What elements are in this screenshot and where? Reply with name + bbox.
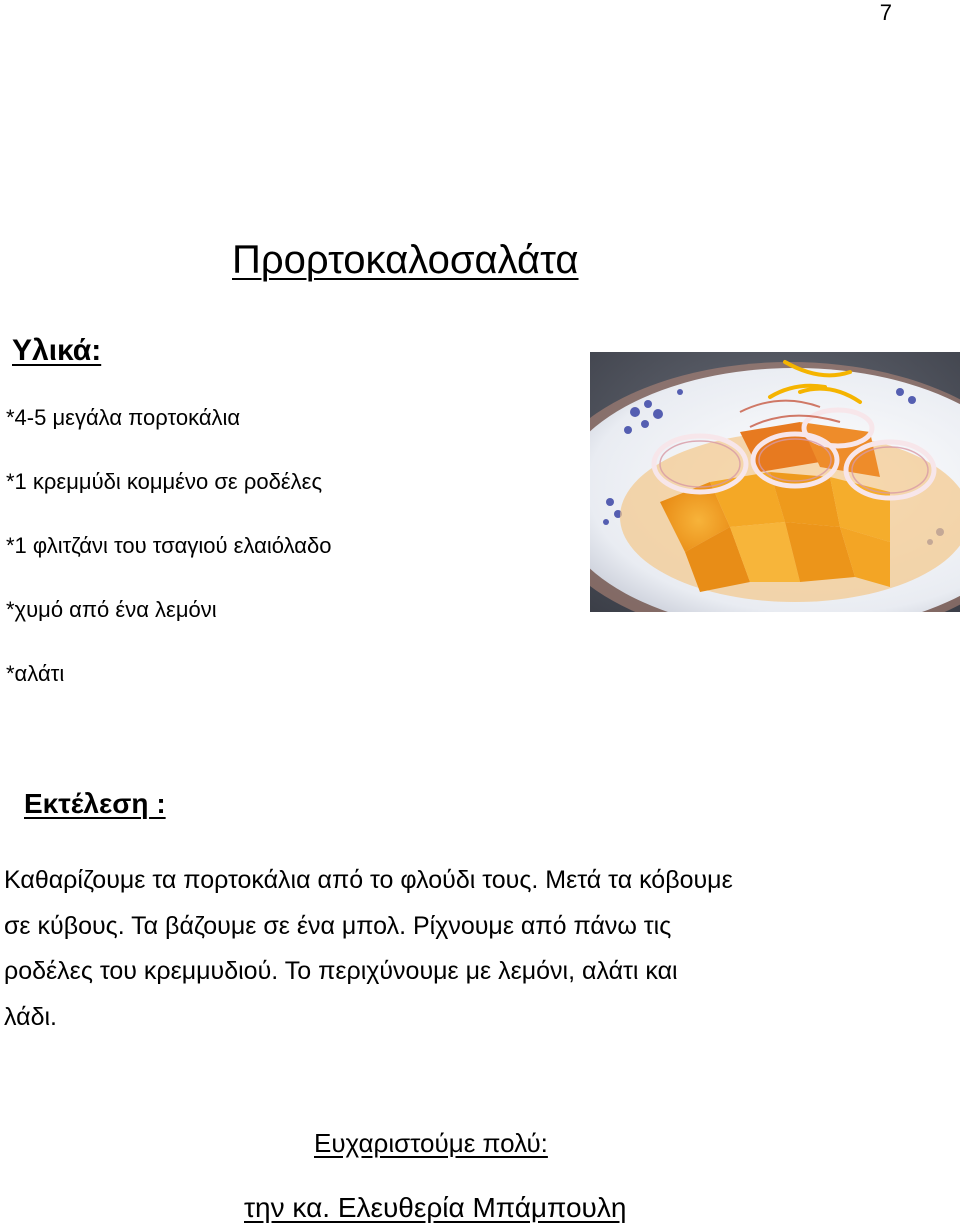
orange-salad-photo [590, 352, 960, 612]
method-heading-text: Εκτέλεση : [24, 788, 166, 819]
page-number: 7 [879, 0, 892, 25]
ingredients-heading: Υλικά: [12, 334, 102, 367]
ingredient-item: *1 φλιτζάνι του τσαγιού ελαιόλαδο [6, 533, 332, 558]
thanks-text: Ευχαριστούμε πολύ: [314, 1128, 548, 1158]
ingredient-item: *χυμό από ένα λεμόνι [6, 597, 217, 622]
ingredient-item: *1 κρεμμύδι κομμένο σε ροδέλες [6, 469, 323, 494]
ingredient-item: *4-5 μεγάλα πορτοκάλια [6, 405, 241, 430]
method-text: Καθαρίζουμε τα πορτοκάλια από το φλούδι τους. Μετά τα κόβουμε σε κύβους. Τα βάζουμε σε ένα μπολ. Ρίχνουμε από πάνω τις ροδέλες του κρεμμυδιού. Το περιχύνουμε με λεμόνι, αλάτι και λάδι. [4, 866, 733, 1031]
credit-person: την κα. Ελευθερία Μπάμπουλη [244, 1192, 627, 1223]
recipe-title: Προρτοκαλοσαλάτα [232, 238, 579, 282]
ingredients-list [6, 398, 331, 718]
ingredient-item: *αλάτι [6, 661, 65, 686]
method-heading [24, 788, 166, 820]
